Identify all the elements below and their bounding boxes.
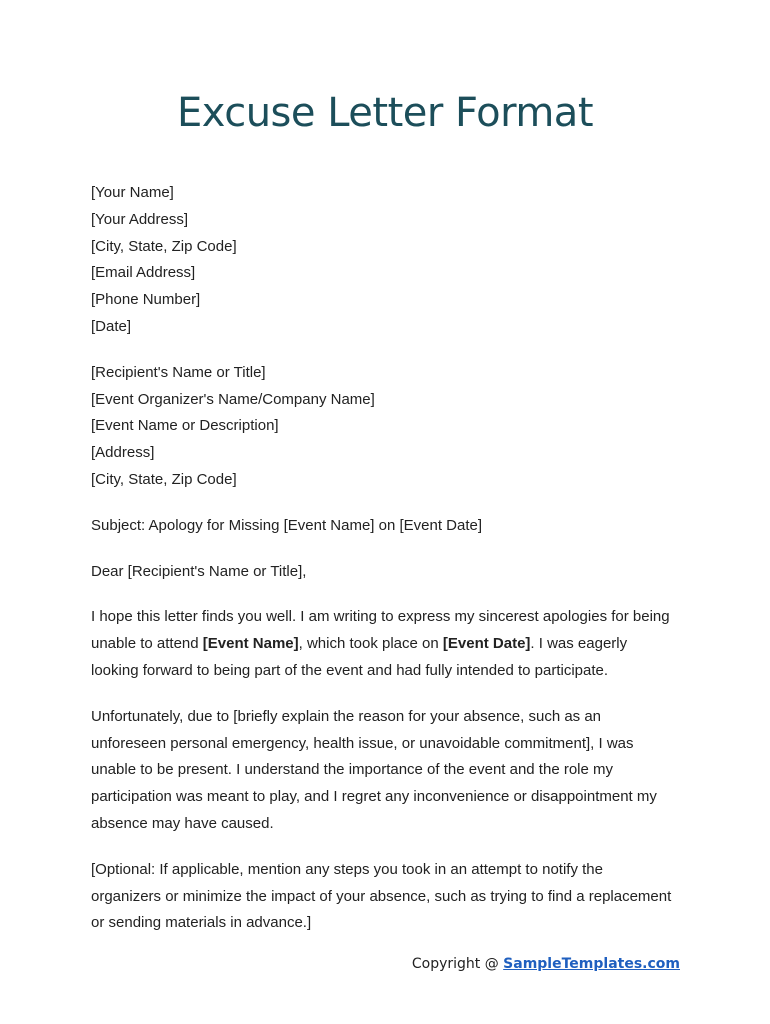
sender-address: [Your Address] [91,210,189,228]
paragraph-line: [Optional: If applicable, mention any steps you took in an attempt to notify the [91,860,603,878]
paragraph-line: organizers or minimize the impact of your absence, such as trying to find a replacement [91,887,672,905]
salutation-text: Dear [Recipient's Name or Title], [91,562,307,580]
event-name-placeholder: [Event Name] [202,635,299,653]
paragraph-line: looking forward to being part of the event and had fully intended to participate. [91,661,609,679]
recipient-block [91,360,691,494]
paragraph-line: or sending materials in advance.] [91,914,312,932]
paragraph-text: , which took place on [298,635,443,653]
letter-body [91,180,691,956]
paragraph-line [91,631,691,658]
paragraph-line: Unfortunately, due to [briefly explain the reason for your absence, such as an [91,707,602,725]
sender-email: [Email Address] [91,264,196,282]
paragraph-text: . I was eagerly [530,635,628,653]
copyright-text: Copyright @ [411,956,504,972]
recipient-name: [Recipient's Name or Title] [91,363,266,381]
salutation-line [91,559,691,586]
subject-line [91,513,691,540]
event-date-placeholder: [Event Date] [442,635,531,653]
paragraph-3 [91,857,691,937]
subject-text: Subject: Apology for Missing [Event Name] on [Event Date] [91,516,483,534]
paragraph-line: participation was meant to play, and I regret any inconvenience or disappointment my [91,788,657,806]
paragraph-line: I hope this letter finds you well. I am writing to express my sincerest apologies for being [91,608,670,626]
sender-phone: [Phone Number] [91,291,201,309]
paragraph-line: unforeseen personal emergency, health issue, or unavoidable commitment], I was [91,734,634,752]
recipient-event: [Event Name or Description] [91,417,279,435]
paragraph-1 [91,604,691,684]
paragraph-2 [91,704,691,838]
paragraph-line: absence may have caused. [91,814,274,832]
paragraph-line: unable to be present. I understand the importance of the event and the role my [91,761,614,779]
recipient-organizer: [Event Organizer's Name/Company Name] [91,390,375,408]
recipient-city: [City, State, Zip Code] [91,470,237,488]
sender-city: [City, State, Zip Code] [91,237,237,255]
sampletemplates-link[interactable]: SampleTemplates.com [503,956,680,972]
sender-date: [Date] [91,317,132,335]
recipient-address: [Address] [91,444,155,462]
paragraph-text: unable to attend [91,635,203,653]
sender-block [91,180,691,341]
sender-name: [Your Name] [91,184,174,201]
page-title: Excuse Letter Format [176,90,594,136]
copyright-footer [412,956,680,972]
